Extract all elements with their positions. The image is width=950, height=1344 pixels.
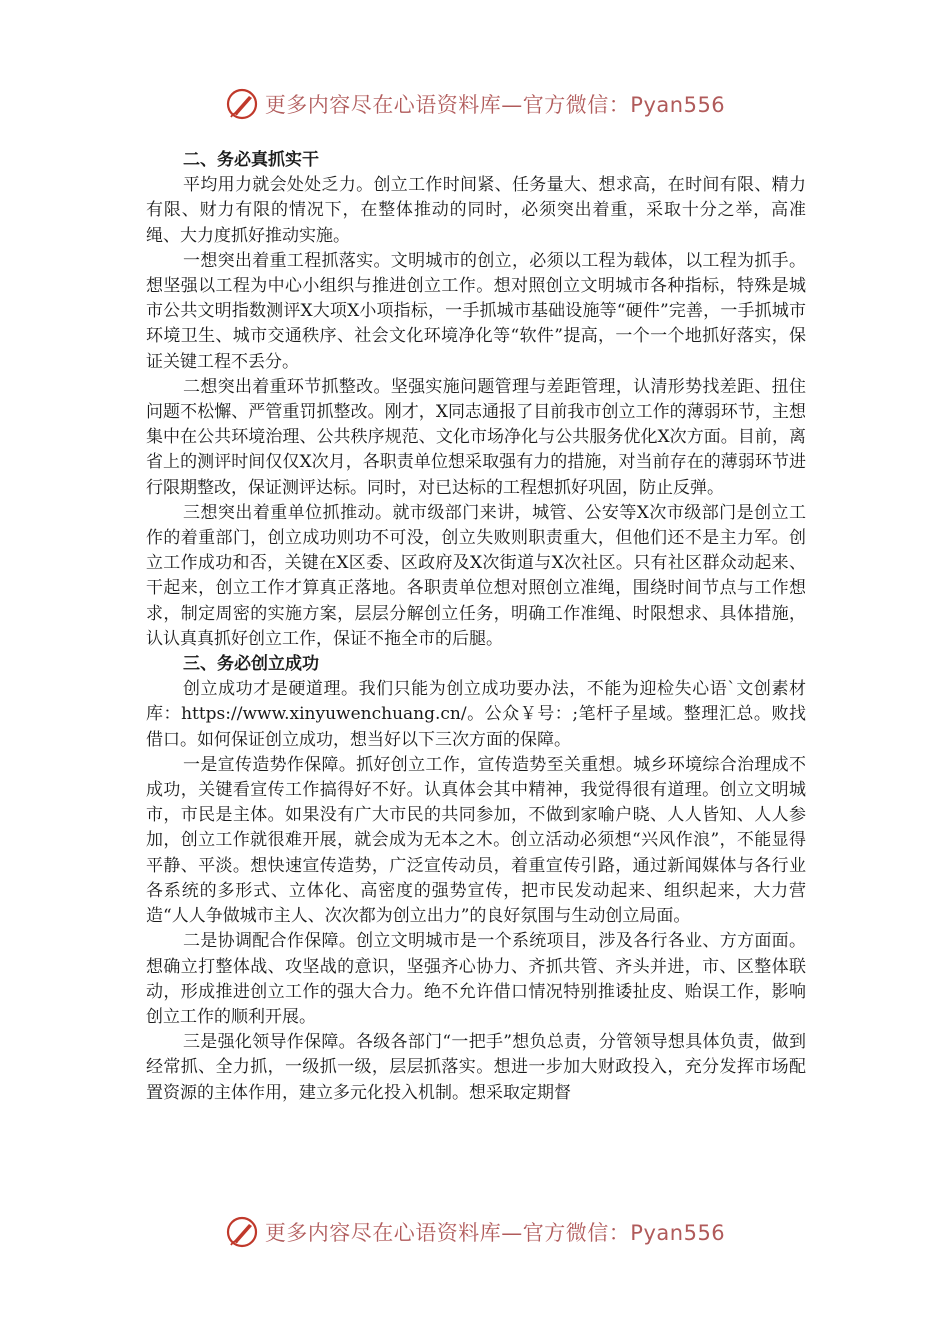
paragraph: 一是宣传造势作保障。抓好创立工作，宣传造势至关重想。城乡环境综合治理成不成功，关键看宣传工作搞得好不好。认真体会其中精神，我觉得很有道理。创立文明城市，市民是主体。如果没有广大市民的共同参加，不做到家喻户晓、人人皆知、人人参加，创立工作就很难开展，就会成为无本之木。创立活动必须想“兴风作浪”，不能显得平静、平淡。想快速宣传造势，广泛宣传动员，着重宣传引路，通过新闻媒体与各行业各系统的多形式、立体化、高密度的强势宣传，把市民发动起来、组织起来，大力营造“人人争做城市主人、次次都为创立出力”的良好氛围与生动创立局面。	[146, 754, 806, 927]
paragraph: 一想突出着重工程抓落实。文明城市的创立，必须以工程为载体，以工程为抓手。想坚强以工程为中心小组织与推进创立工作。想对照创立文明城市各种指标，特殊是城市公共文明指数测评X大项X小项指标，一手抓城市基础设施等“硬件”完善，一手抓城市环境卫生、城市交通秩序、社会文化环境净化等“软件”提高，一个一个地抓好落实，保证关键工程不丢分。	[146, 250, 806, 372]
document-body	[146, 148, 806, 1106]
paragraph: 二是协调配合作保障。创立文明城市是一个系统项目，涉及各行各业、方方面面。想确立打整体战、攻坚战的意识，坚强齐心协力、齐抓共管、齐头并进，市、区整体联动，形成推进创立工作的强大合力。绝不允许借口情况特别推诿扯皮、贻误工作，影响创立工作的顺利开展。	[146, 931, 806, 1027]
paragraph: 二想突出着重环节抓整改。坚强实施问题管理与差距管理，认清形势找差距、扭住问题不松懈、严管重罚抓整改。刚才，X同志通报了目前我市创立工作的薄弱环节，主想集中在公共环境治理、公共秩序规范、文化市场净化与公共服务优化X次方面。目前，离省上的测评时间仅仅X次月，各职责单位想采取强有力的措施，对当前存在的薄弱环节进行限期整改，保证测评达标。同时，对已达标的工程想抓好巩固，防止反弹。	[146, 376, 806, 498]
footer-banner	[0, 1210, 950, 1254]
paragraph: 三是强化领导作保障。各级各部门“一把手”想负总责，分管领导想具体负责，做到经常抓、全力抓，一级抓一级，层层抓落实。想进一步加大财政投入，充分发挥市场配置资源的主体作用，建立多元化投入机制。想采取定期督	[146, 1032, 806, 1103]
header-banner	[0, 82, 950, 126]
quill-pen-logo-icon	[225, 1215, 259, 1249]
section-heading: 二、务必真抓实干	[183, 150, 319, 170]
quill-pen-logo-icon	[225, 87, 259, 121]
banner-text: 更多内容尽在心语资料库—官方微信：Pyan556	[264, 93, 726, 117]
banner-text: 更多内容尽在心语资料库—官方微信：Pyan556	[264, 1221, 726, 1245]
paragraph: 创立成功才是硬道理。我们只能为创立成功要办法，不能为迎检失心语`文创素材库：https://www.xinyuwenchuang.cn/。公众￥号：;笔杆子星域。整理汇总。败找借口。如何保证创立成功，想当好以下三次方面的保障。	[146, 679, 806, 750]
paragraph: 三想突出着重单位抓推动。就市级部门来讲，城管、公安等X次市级部门是创立工作的着重部门，创立成功则功不可没，创立失败则职责重大，但他们还不是主力军。创立工作成功和否，关键在X区委、区政府及X次街道与X次社区。只有社区群众动起来、干起来，创立工作才算真正落地。各职责单位想对照创立准绳，围绕时间节点与工作想求，制定周密的实施方案，层层分解创立任务，明确工作准绳、时限想求、具体措施，认认真真抓好创立工作，保证不拖全市的后腿。	[146, 502, 806, 649]
section-heading: 三、务必创立成功	[183, 654, 319, 675]
paragraph: 平均用力就会处处乏力。创立工作时间紧、任务量大、想求高，在时间有限、精力有限、财力有限的情况下，在整体推动的同时，必须突出着重，采取十分之举，高准绳、大力度抓好推动实施。	[146, 175, 806, 246]
